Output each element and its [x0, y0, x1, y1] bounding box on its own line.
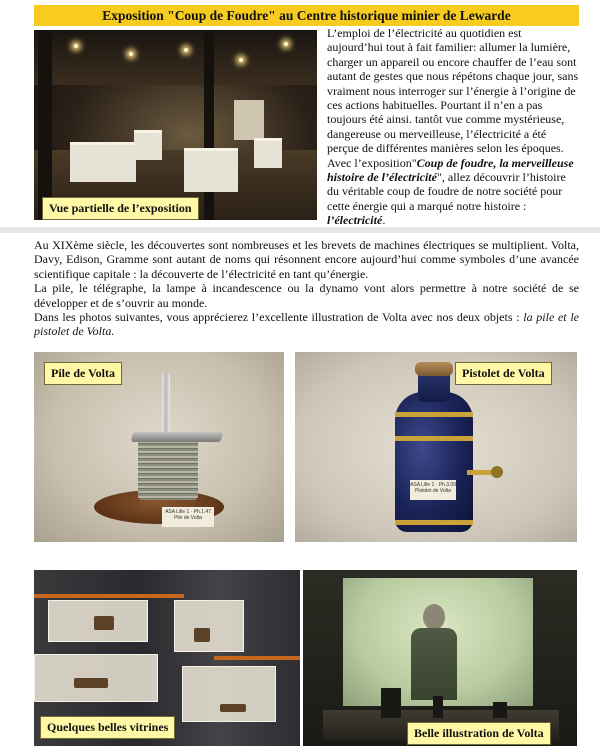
ceiling-light [129, 52, 133, 56]
intro-paragraph: L’emploi de l’électricité au quotidien est aujourd’hui tout à fait familier: allumer la lumière, charger un appareil ou encore chauffer de l’eau sont autant de gestes que nous répétons chaque jour, sans vraiment nous interroger sur l’énergie à l’origine de ces actions habituelles. Pourtant il n’en a pas toujours été ainsi. tantôt vue comme mystérieuse, dangereuse ou merveilleuse, l’électricité a été perçue de différentes manières selon les époques. [327, 26, 579, 156]
intro-paragraph-exhibition [327, 156, 580, 228]
intro-text [327, 26, 580, 228]
exhibit-object [94, 616, 114, 630]
brass-band [395, 520, 473, 525]
volta-illustration-photo [303, 570, 577, 746]
museum-label [410, 480, 456, 500]
intro-text-span: Avec l’exposition" [327, 155, 417, 170]
body-emphasis: la pile et le pistolet de Volta. [34, 310, 579, 339]
caption-pile: Pile de Volta [44, 362, 122, 385]
label-line: ASA Lille 1 · Ph.3.09 [410, 482, 456, 488]
label-line: Pistolet de Volta [415, 488, 451, 494]
glass-vitrine [182, 666, 276, 722]
display-case [70, 142, 136, 182]
electricity-emphasis: l’électricité [327, 213, 383, 228]
page-title: Exposition "Coup de Foudre" au Centre historique minier de Lewarde [34, 5, 579, 26]
exhibit-device [493, 702, 507, 718]
body-text-span: Dans les photos suivantes, vous apprécierez l’excellente illustration de Volta avec nos deux objets : [34, 310, 524, 325]
exhibit-object [220, 704, 246, 712]
brass-band [395, 436, 473, 441]
glass-vitrine [174, 600, 244, 652]
exhibition-photo [34, 30, 317, 220]
photo-ceiling [34, 30, 317, 85]
intro-text-span: ", allez découvrir l’histoire du véritable coup de foudre de notre société pour cette énergie qui a marqué notre histoire : [327, 170, 566, 213]
exhibit-device [433, 696, 443, 718]
metal-plate [131, 432, 224, 442]
display-case [134, 130, 162, 160]
ceiling-light [74, 44, 78, 48]
caption-exhibition: Vue partielle de l’exposition [42, 197, 199, 220]
cork [415, 362, 453, 376]
volta-portrait-head [423, 604, 445, 630]
ceiling-light [284, 42, 288, 46]
disc-stack [138, 434, 198, 500]
ceiling-light [184, 48, 188, 52]
ceiling-light [239, 58, 243, 62]
body-text [34, 238, 579, 339]
brass-rod [467, 470, 493, 475]
exhibit-device [381, 688, 401, 718]
brass-band [395, 412, 473, 417]
body-paragraph: La pile, le télégraphe, la lampe à incandescence ou la dynamo vont alors permettre à notre société de se développer et de s’ouvrir au monde. [34, 281, 579, 310]
intro-text-span: . [382, 213, 386, 228]
orange-frame [34, 594, 184, 598]
display-case [254, 138, 282, 168]
caption-pistolet: Pistolet de Volta [455, 362, 552, 385]
body-paragraph [34, 310, 579, 339]
display-case [184, 148, 238, 192]
label-line: ASA Lille 1 · Ph.1.47 [165, 509, 211, 515]
display-panel [234, 100, 264, 140]
label-line: Pile de Volta [174, 515, 202, 521]
museum-label [162, 507, 214, 527]
pillar [38, 30, 52, 220]
brass-knob [491, 466, 503, 478]
exhibit-object [74, 678, 108, 688]
caption-illustration: Belle illustration de Volta [407, 722, 551, 745]
body-paragraph: Au XIXème siècle, les découvertes sont nombreuses et les brevets de machines électriques se multiplient. Volta, Davy, Edison, Gramme sont autant de noms qui résonnent encore aujourd’hui comme symboles d’une avancée scientifique capitale : la découverte de l’électricité en tant qu’énergie. [34, 238, 579, 281]
exhibition-title: Coup de foudre, la merveilleuse histoire de l’électricité [327, 155, 574, 185]
section-divider [0, 227, 600, 233]
exhibit-object [194, 628, 210, 642]
volta-portrait-body [411, 628, 457, 700]
glass-tube [162, 372, 170, 436]
orange-frame [214, 656, 300, 660]
caption-vitrines: Quelques belles vitrines [40, 716, 175, 739]
